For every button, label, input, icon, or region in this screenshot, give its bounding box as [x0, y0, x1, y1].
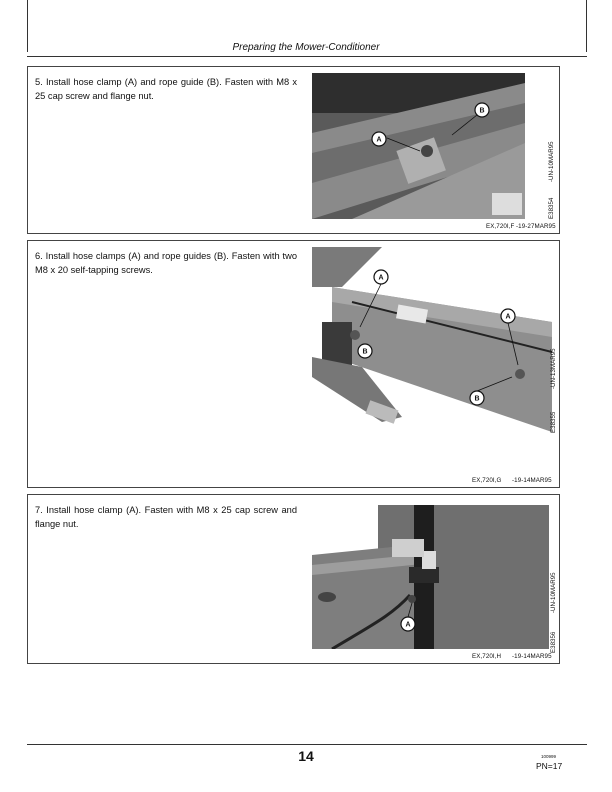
callout-b [475, 103, 489, 117]
callout-a-right-label: A [505, 313, 511, 321]
callout-a-label: A [405, 621, 411, 629]
step-7-photo [312, 505, 549, 649]
step-7-panel [27, 494, 560, 664]
callout-b-left [358, 344, 372, 358]
callout-a-label: A [376, 136, 382, 144]
callout-a [401, 617, 415, 631]
step-5-panel [27, 66, 560, 234]
callout-b-left-label: B [362, 348, 368, 356]
step-7-code-bottom: E38356 [550, 631, 557, 653]
step-7-caption-right: -19-14MAR95 [512, 653, 552, 660]
footer-small-code: 100999 [541, 754, 557, 759]
page-header-title: Preparing the Mower-Conditioner [232, 42, 380, 53]
step-7-text: 7. Install hose clamp (A). Fasten with M8 x 25 cap screw and flange nut. [35, 505, 297, 529]
step-5-code-top: -UN-10MAR95 [548, 141, 555, 182]
step-6-photo [312, 247, 552, 469]
step-5-caption-left: EX,720I,F [486, 223, 515, 230]
step-6-caption-right: -19-14MAR95 [512, 477, 552, 484]
callout-a-top [374, 270, 388, 284]
step-5-caption-right: -19-27MAR95 [516, 223, 556, 230]
callout-a-right [501, 309, 515, 323]
step-6-code-top: -UN-13MAR95 [550, 348, 557, 389]
step-6-caption-left: EX,720I,G [472, 477, 502, 484]
step-7-caption-left: EX,720I,H [472, 653, 502, 660]
page-number: 14 [298, 748, 314, 764]
step-7-code-top: -UN-10MAR95 [550, 572, 557, 613]
callout-a-top-label: A [378, 274, 384, 282]
callout-a [372, 132, 386, 146]
header-divider [27, 56, 587, 57]
step-6-text: 6. Install hose clamps (A) and rope guides (B). Fasten with two M8 x 20 self-tapping screws. [35, 251, 297, 275]
step-5-text: 5. Install hose clamp (A) and rope guide (B). Fasten with M8 x 25 cap screw and flange nut. [35, 77, 297, 101]
footer-divider [27, 744, 587, 745]
step-5-photo [312, 73, 525, 219]
callout-b-label: B [479, 107, 485, 115]
step-6-code-bottom: E38355 [550, 411, 557, 433]
callout-b-right [470, 391, 484, 405]
callout-b-right-label: B [474, 395, 480, 403]
footer-pn: PN=17 [536, 761, 563, 771]
step-5-code-bottom: E38354 [548, 197, 555, 219]
step-6-panel [27, 240, 560, 488]
